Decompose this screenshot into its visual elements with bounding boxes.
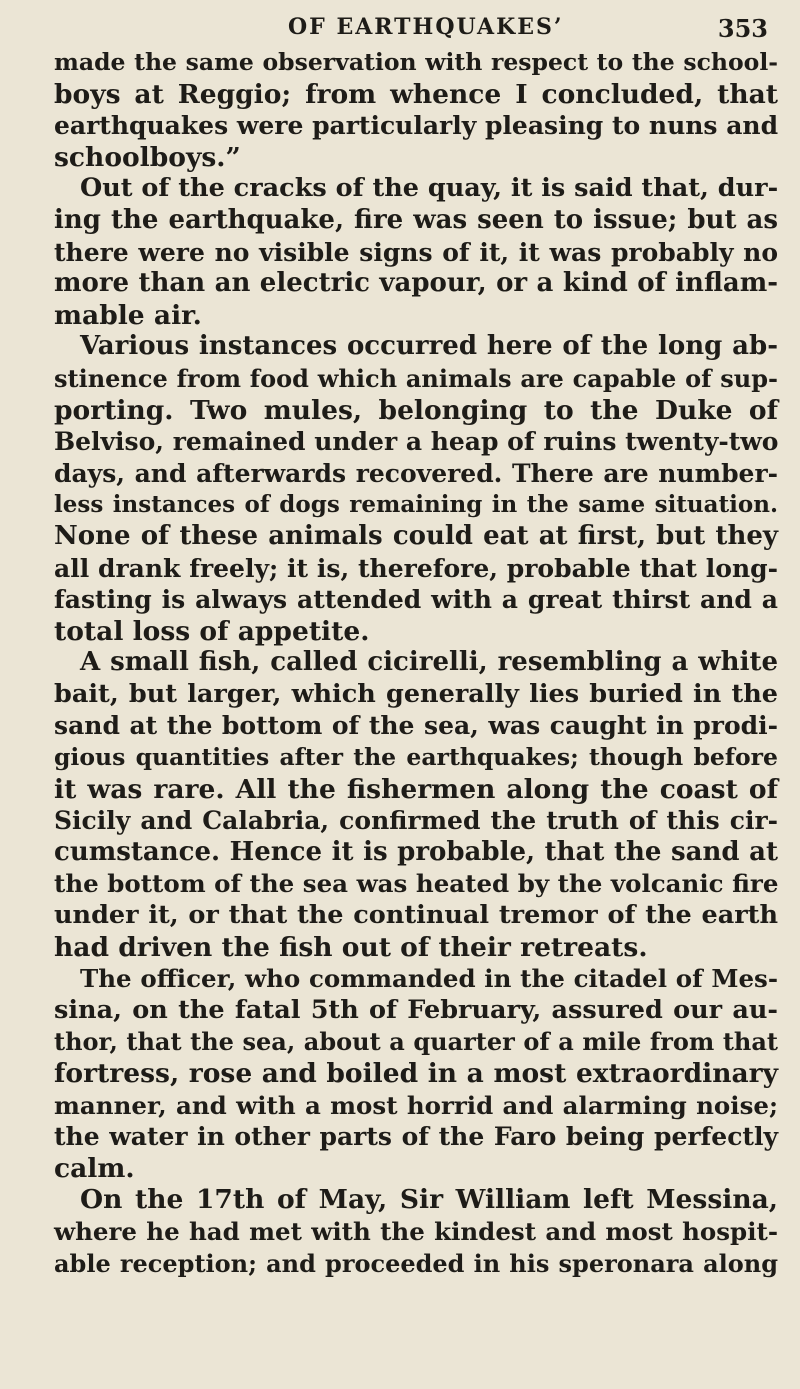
text-line: all drank freely; it is, therefore, probable that long-: [54, 553, 778, 583]
text-line: Sicily and Calabria, confirmed the truth of this cir-: [54, 806, 778, 836]
text-line: there were no visible signs of it, it was probably no: [54, 237, 778, 267]
text-line: A small fish, called cicirelli, resembling a white: [80, 647, 778, 678]
text-line: bait, but larger, which generally lies buried in the: [54, 678, 778, 709]
page-header: [0, 14, 800, 48]
text-line: calm.: [54, 1152, 135, 1184]
text-line: The officer, who commanded in the citadel of Mes-: [80, 964, 778, 994]
text-line: able reception; and proceeded in his speronara along: [54, 1248, 778, 1278]
text-line: under it, or that the continual tremor of the earth: [54, 900, 778, 931]
text-line: mable air.: [54, 299, 202, 331]
text-line: Belviso, remained under a heap of ruins twenty-two: [54, 427, 779, 457]
text-line: boys at Reggio; from whence I concluded, that: [54, 78, 778, 110]
text-line: stinence from food which animals are capable of sup-: [54, 363, 778, 393]
text-line: fortress, rose and boiled in a most extraordinary: [54, 1058, 778, 1089]
text-line: sand at the bottom of the sea, was caught in prodi-: [54, 711, 778, 741]
text-line: manner, and with a most horrid and alarming noise;: [54, 1090, 778, 1120]
text-line: less instances of dogs remaining in the same situation.: [54, 491, 778, 519]
text-line: schoolboys.”: [54, 141, 241, 173]
text-line: cumstance. Hence it is probable, that the sand at: [54, 836, 778, 867]
text-line: gious quantities after the earthquakes; though before: [54, 743, 778, 772]
text-line: fasting is always attended with a great thirst and a: [54, 585, 778, 615]
text-line: None of these animals could eat at first, but they: [54, 520, 778, 551]
text-line: Various instances occurred here of the long ab-: [80, 331, 778, 362]
text-line: where he had met with the kindest and most hospit-: [54, 1216, 778, 1246]
text-line: made the same observation with respect to the school-: [54, 48, 778, 76]
text-line: On the 17th of May, Sir William left Messina,: [80, 1184, 778, 1216]
text-line: earthquakes were particularly pleasing to nuns and: [54, 111, 779, 141]
page-number: 353: [717, 14, 768, 43]
text-line: the bottom of the sea was heated by the volcanic fire: [54, 869, 779, 899]
body-text: [54, 47, 778, 1279]
text-line: had driven the fish out of their retreats.: [54, 931, 648, 963]
text-line: days, and afterwards recovered. There are number-: [54, 458, 778, 488]
text-line: more than an electric vapour, or a kind of inflam-: [54, 268, 778, 299]
text-line: porting. Two mules, belonging to the Duke of: [54, 394, 778, 426]
running-head: OF EARTHQUAKES’: [288, 14, 564, 40]
text-line: it was rare. All the fishermen along the coast of: [54, 773, 778, 805]
text-line: total loss of appetite.: [54, 615, 370, 647]
text-line: thor, that the sea, about a quarter of a mile from that: [54, 1027, 778, 1057]
text-line: Out of the cracks of the quay, it is said that, dur-: [80, 173, 779, 204]
text-line: the water in other parts of the Faro being perfectly: [54, 1122, 778, 1152]
text-line: sina, on the fatal 5th of February, assured our au-: [54, 994, 778, 1025]
text-line: ing the earthquake, fire was seen to issue; but as: [54, 204, 778, 235]
